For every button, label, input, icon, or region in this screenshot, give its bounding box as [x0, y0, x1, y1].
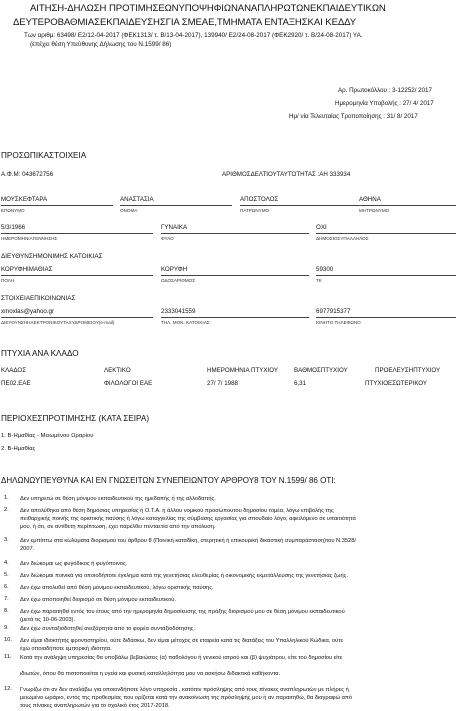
- postcode-value: 59300: [316, 266, 334, 273]
- declaration-item-text: 2007.: [20, 546, 35, 553]
- divider: [120, 205, 232, 206]
- divider: [1, 317, 153, 318]
- declaration-item-text: Δεν έχω απολυθεί από θέση μόνιμου εκπαιδευτικού, λόγω οριστικής παύσης.: [20, 585, 214, 591]
- surname-value: ΜΟΥΣΚΕΦΤΑΡΑ: [1, 196, 48, 203]
- form-title-line1: ΑΙΤΗΣΗ-ΔΗΛΩΣΗ ΠΡΟΤΙΜΗΣΕΩΝΥΠΟΨΗΦΙΩΝΑΝΑΠΛΗΡΩΤΩΝΕΚΠΑΙΔΕΥΤΙΚΩΝ: [30, 3, 386, 14]
- divider: [1, 205, 113, 206]
- degree-origin-value: ΠΤΥΧΙΟΕΣΩΤΕΡΙΚΟΥ: [365, 380, 428, 387]
- civil-servant-value: ΟΧΙ: [316, 224, 327, 231]
- declaration-item-text: Δεν εμπίπτω στα κωλύματα διορισμού του άρθρου 8 (Ποινική καταδίκη, στερητική ή επικουρική δικαστική συμπαράσταση)του Ν.3528/: [20, 538, 356, 544]
- declaration-item-text: τους πίνακες αναπληρωτών για το σχολικό έτος 2017-2018.: [20, 703, 170, 710]
- declaration-item-number: 10.: [4, 637, 12, 643]
- home-phone-label: ΤΗΛ. ΜΟΝ. ΚΑΤΟΙΚΙΑΣ: [161, 320, 210, 325]
- father-name-label: ΠΑΤΡΩΝΥΜΟ: [240, 208, 270, 213]
- declaration-item-text: (μετά τις 10-06-2003).: [20, 617, 76, 624]
- divider: [316, 233, 456, 234]
- mother-name-label: ΜΗΤΡΩΝΥΜΟ: [359, 208, 390, 213]
- degree-header-title: ΛΕΚΤΙΚΟ: [104, 367, 131, 374]
- city-label: ΠΟΛΗ: [1, 278, 15, 283]
- declaration-item-text: Δεν έχω παραιτηθεί εντός του έτους από την ημερομηνία δημοσίευσης της πράξης διορισμού μου σε θέση μόνιμου εκπαιδευτικού: [20, 609, 345, 615]
- form-subtitle-line2: (επέχει θέση Υπεύθυνης Δήλωσης του Ν.1599/ 86): [30, 41, 172, 48]
- divider: [161, 317, 309, 318]
- declaration-item-text: μειωμένο ωράριο, εντός της προθεσμίας που ορίζεται κατά την ανακοίνωση της πρόσληψής μου ή αν παραιτηθώ, θα διαγραφώ από: [20, 695, 353, 702]
- surname-label: ΕΠΩΝΥΜΟ: [1, 208, 25, 213]
- declaration-title: ΔΗΛΩΝΩΥΠΕΥΘΥΝΑ ΚΑΙ ΕΝ ΓΝΩΣΕΙΤΩΝ ΣΥΝΕΠΕΙΩΝΤΟΥ ΑΡΘΡΟΥ8 ΤΟΥ Ν.1599/ 86 ΟΤΙ:: [1, 476, 336, 485]
- address-section-title: ΔΙΕΥΘΥΝΣΗΜΟΝΙΜΗΣ ΚΑΤΟΙΚΙΑΣ: [1, 253, 103, 260]
- divider: [161, 233, 309, 234]
- declaration-item-number: 5.: [4, 572, 9, 578]
- degree-header-grade: ΒΑΘΜΟΣΠΤΥΧΙΟΥ: [294, 367, 348, 374]
- declaration-item-text: Δεν έχω αποποιηθεί διορισμό σε θέση μόνιμου εκπαιδευτικού.: [20, 597, 176, 603]
- divider: [161, 275, 309, 276]
- birthdate-label: ΗΜΕΡΟΜΗΝΙΑΓΕΝΝΗΣΗΣ: [1, 236, 58, 241]
- declaration-item-text: έχω οποιαδήποτε εμπορική ιδιότητα.: [20, 646, 112, 653]
- gender-value: ΓΥΝΑΙΚΑ: [161, 224, 188, 231]
- postcode-label: ΤΚ: [316, 278, 322, 283]
- declaration-item-number: 11.: [4, 654, 12, 660]
- divider: [336, 205, 456, 206]
- preference-item: 2. Β-Ημαθίας: [1, 446, 36, 452]
- divider: [316, 275, 456, 276]
- declaration-item-text: μου, ή ότι, σε αντίθετη περίπτωση, έχει παρέλθει πενταετία από την απόλυση.: [20, 524, 216, 531]
- name-label: ΟΝΟΜΑ: [120, 208, 138, 213]
- divider: [316, 317, 456, 318]
- degree-grade-value: 6,31: [294, 380, 307, 387]
- preference-item: 1. Β-Ημαθίας - Μειωμένου Ωραρίου: [1, 433, 94, 439]
- email-value: xmoxlas@yahoo.gr: [1, 308, 55, 315]
- city-value: ΚΟΡΥΦΗΙΜΑΘΙΑΣ: [1, 266, 53, 273]
- declaration-item-number: 4.: [4, 560, 9, 566]
- declaration-item-text: ιδιωτών, όπου θα πιστοποιείται η υγεία και φυσική καταλληλότητα μου να ασκήσω διδακτικά καθήκοντα.: [20, 671, 281, 678]
- submission-date: Ημερομηνία Υποβολής : 27/ 4/ 2017: [335, 100, 434, 107]
- declaration-item-number: 1.: [4, 495, 9, 501]
- degree-branch-value: ΠΕ02.ΕΑΕ: [1, 380, 31, 387]
- birthdate-value: 5/3/1966: [1, 224, 26, 231]
- degree-title-value: ΦΙΛΟΛΟΓΟΙ ΕΑΕ: [104, 380, 153, 387]
- divider: [1, 275, 153, 276]
- degree-header-date: ΗΜΕΡΟΜΗΝΙΑ ΠΤΥΧΙΟΥ: [207, 367, 278, 374]
- degree-header-branch: ΚΛΑΔΟΣ: [1, 367, 27, 374]
- name-value: ΑΝΑΣΤΑΣΙΑ: [120, 196, 154, 203]
- street-label: ΟΔΟΣΑΡΙΘΜΟΣ: [161, 278, 196, 283]
- home-phone-value: 2333041559: [161, 308, 196, 315]
- preferences-section-title: ΠΕΡΙΟΧΕΣΠΡΟΤΙΜΗΣΗΣ (ΚΑΤΑ ΣΕΙΡΑ): [1, 414, 150, 423]
- contact-section-title: ΣΤΟΙΧΕΙΑΕΠΙΚΟΙΝΩΝΙΑΣ: [1, 295, 76, 302]
- degree-section-title: ΠΤΥΧΙΑ ΑΝΑ ΚΛΑΔΟ: [1, 349, 79, 358]
- civil-servant-label: ΔΗΜΟΣΙΟΣΥΠΑΛΛΗΛΟΣ: [316, 236, 369, 241]
- declaration-item-text: Δεν υπηρετώ σε θέση μόνιμου εκπαιδευτικού της ημεδαπής ή της αλλοδαπής.: [20, 496, 216, 502]
- divider: [1, 233, 153, 234]
- declaration-item-number: 8.: [4, 608, 9, 614]
- form-subtitle-line1: Των αριθμ: 63498/ Ε2/12-04-2017 (ΦΕΚ1313/ τ. Β/13-04-2017), 139940/ Ε2/24-08-2017 (ΦΕΚ2920/ τ. Β/24-08-2017) ΥΑ.: [24, 32, 363, 39]
- gender-label: ΦΥΛΟ: [161, 236, 174, 241]
- protocol-number: Αρ. Πρωτοκόλλου : 3-12252/ 2017: [338, 87, 432, 94]
- declaration-item-text: Κατά την ανάληψη υπηρεσίας θα υποβάλω βεβαιώσεις (α) παθολόγου ή γενικού ιατρού και (β) ψυχιάτρου, είτε του δημοσίου είτε: [20, 655, 343, 661]
- degree-date-value: 27/ 7/ 1988: [207, 380, 238, 387]
- declaration-item-text: πειθαρχικής ποινής της οριστικής παύσης ή λόγω καταγγελίας της σύμβασης εργασίας για σπουδαίο λόγο, αφειλόμενο σε υπαιτιότητά: [20, 516, 356, 523]
- declaration-item-number: 12.: [4, 686, 12, 692]
- declaration-item-number: 9.: [4, 625, 9, 631]
- mother-name-value: ΑΘΗΝΑ: [359, 196, 381, 203]
- personal-section-title: ΠΡΟΣΩΠΙΚΑΣΤΟΙΧΕΙΑ: [1, 151, 87, 160]
- form-title-line2: ΔΕΥΤΕΡΟΒΑΘΜΙΑΣΕΚΠΑΙΔΕΥΣΗΣΓΙΑ ΣΜΕΑΕ,ΤΜΗΜΑΤΑ ΕΝΤΑΞΗΣΚΑΙ ΚΕΔΔΥ: [13, 17, 357, 28]
- declaration-item-number: 7.: [4, 596, 9, 602]
- declaration-item-text: Δεν απολύθηκα από θέση δημόσιας υπηρεσίας ή Ο.Τ.Α. ή άλλου νομικού προσώπουτου δημοσίου τομέα, λόγω επιβολής της: [20, 508, 334, 514]
- degree-header-origin: ΠΡΟΕΛΕΥΣΗΠΤΥΧΙΟΥ: [375, 367, 441, 374]
- declaration-item-text: Δεν διώκομαι ως φυγόδικος ή φυγόποινος.: [20, 561, 128, 567]
- email-label: ΔΙΕΥΘΥΝΣΗΗΛΕΚΤΡΟΝΙΚΟΥΤΑΧΥΔΡΟΜΕΙΟΥ(e-mail): [1, 320, 115, 325]
- afm-value: Α.Φ.Μ: 043672756: [1, 171, 54, 178]
- street-value: ΚΟΡΥΦΗ: [161, 266, 188, 273]
- id-card-value: ΑΡΙΘΜΟΣΔΕΛΤΙΟΥΤΑΥΤΟΤΗΤΑΣ :ΑΗ 333934: [222, 171, 351, 178]
- father-name-value: ΑΠΟΣΤΟΛΟΣ: [240, 196, 279, 203]
- mobile-phone-value: 6977915377: [316, 308, 351, 315]
- declaration-item-text: Δεν έχω συνταξιοδοτηθεί ανεξάρτητα από το φορέα συνταξιοδότησης.: [20, 626, 196, 632]
- declaration-item-text: Δεν είμαι ιδιοκτήτης φροντιστηρίου, ούτε διδάσκω, δεν είμαι μέτοχος σε εταιρεία κατά τις διατάξεις του Υπαλληλικού Κώδικα, ούτε: [20, 638, 343, 644]
- last-modified-date: Ημ/ νία Τελευταίας Τροποποίησης : 31/ 8/ 2017: [289, 113, 418, 120]
- mobile-phone-label: ΚΙΝΗΤΟ ΤΗΛΕΦΩΝΟ: [316, 320, 361, 325]
- declaration-item-text: Γνωρίζω ότι αν δεν αναλάβω για οποιονδήποτε λόγο υπηρεσία , κατόπιν πρόσληψης από τους πίνακες αναπληρωτών με πλήρες ή: [20, 687, 349, 693]
- declaration-item-number: 3.: [4, 537, 9, 543]
- declaration-item-number: 6.: [4, 584, 9, 590]
- declaration-item-number: 2.: [4, 507, 9, 513]
- declaration-item-text: Δεν διώκομαι ποινικά για οποιοδήποτε έγκλημα κατά της γενετήσιας ελευθερίας ή οικονομικής εκμετάλλευσης της γενετήσιας ζωής.: [20, 573, 348, 579]
